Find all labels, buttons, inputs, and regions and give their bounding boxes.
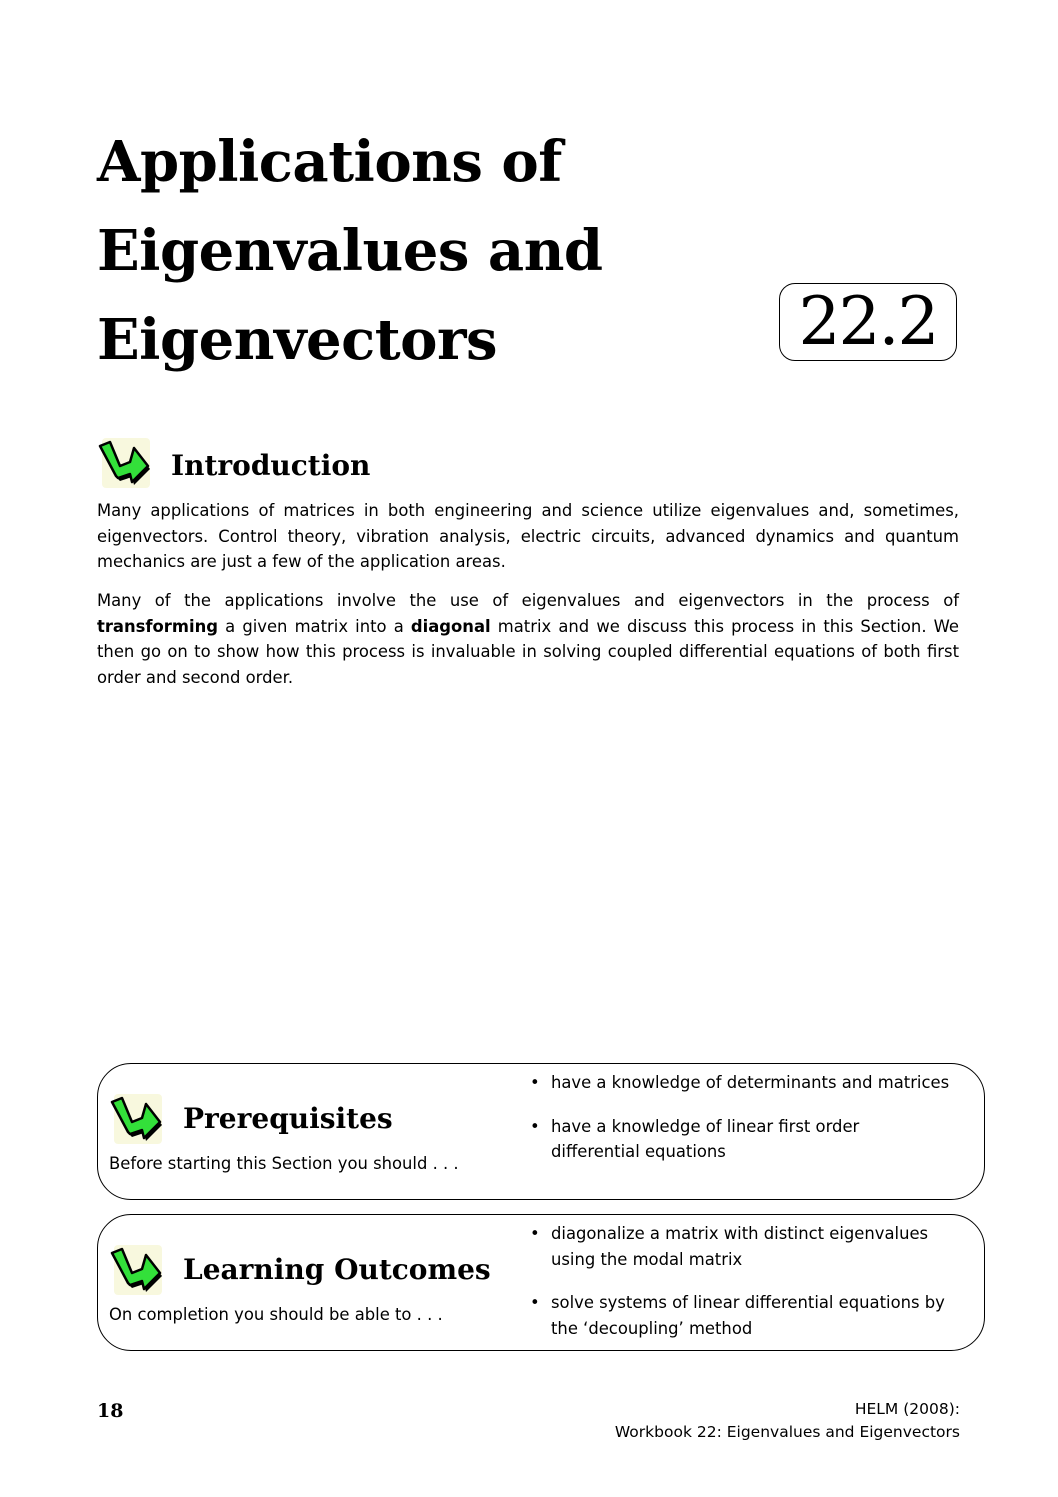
paragraph-text: matrix and we discuss this process in this Section. We then go on to show how this process is invaluable in solving coupled differential equations of both first order and second order. — [97, 616, 959, 687]
introduction-heading: Introduction — [171, 449, 371, 482]
page-number: 18 — [97, 1400, 124, 1422]
prerequisites-heading: Prerequisites — [183, 1102, 393, 1135]
list-item: • have a knowledge of determinants and matrices — [530, 1070, 950, 1096]
introduction-paragraph-2 — [97, 588, 959, 690]
green-arrow-icon — [108, 1092, 164, 1146]
footer-citation — [615, 1398, 960, 1444]
list-item: • diagonalize a matrix with distinct eigenvalues using the modal matrix — [530, 1221, 950, 1272]
title-line-2: Eigenvalues and — [97, 218, 603, 284]
list-item: • have a knowledge of linear first order differential equations — [530, 1114, 950, 1165]
footer-line-2: Workbook 22: Eigenvalues and Eigenvectors — [614, 1423, 960, 1441]
footer-line-1: HELM (2008): — [854, 1400, 960, 1418]
paragraph-text: Many of the applications involve the use of eigenvalues and eigenvectors in the process of — [97, 591, 959, 610]
page-title — [97, 118, 717, 385]
learning-outcomes-heading: Learning Outcomes — [183, 1253, 491, 1286]
paragraph-text: a given matrix into a — [217, 616, 411, 636]
prerequisites-list — [530, 1070, 950, 1183]
bold-term-transforming: transforming — [97, 616, 218, 636]
list-item: • solve systems of linear differential equations by the ‘decoupling’ method — [530, 1290, 950, 1341]
green-arrow-icon — [96, 436, 152, 490]
prerequisites-lead: Before starting this Section you should . . . — [109, 1154, 459, 1173]
title-line-3: Eigenvectors — [97, 307, 497, 373]
learning-outcomes-lead: On completion you should be able to . . . — [109, 1305, 443, 1324]
section-number-badge: 22.2 — [779, 283, 957, 361]
learning-outcomes-list — [530, 1221, 950, 1359]
green-arrow-icon — [108, 1243, 164, 1297]
introduction-paragraph-1: Many applications of matrices in both engineering and science utilize eigenvalues and, sometimes, eigenvectors. Control theory, vibration analysis, electric circuits, advanced dynamics and quantum mechanics are just a few of the application areas. — [97, 501, 959, 571]
title-line-1: Applications of — [97, 129, 562, 195]
bold-term-diagonal: diagonal — [410, 616, 491, 636]
